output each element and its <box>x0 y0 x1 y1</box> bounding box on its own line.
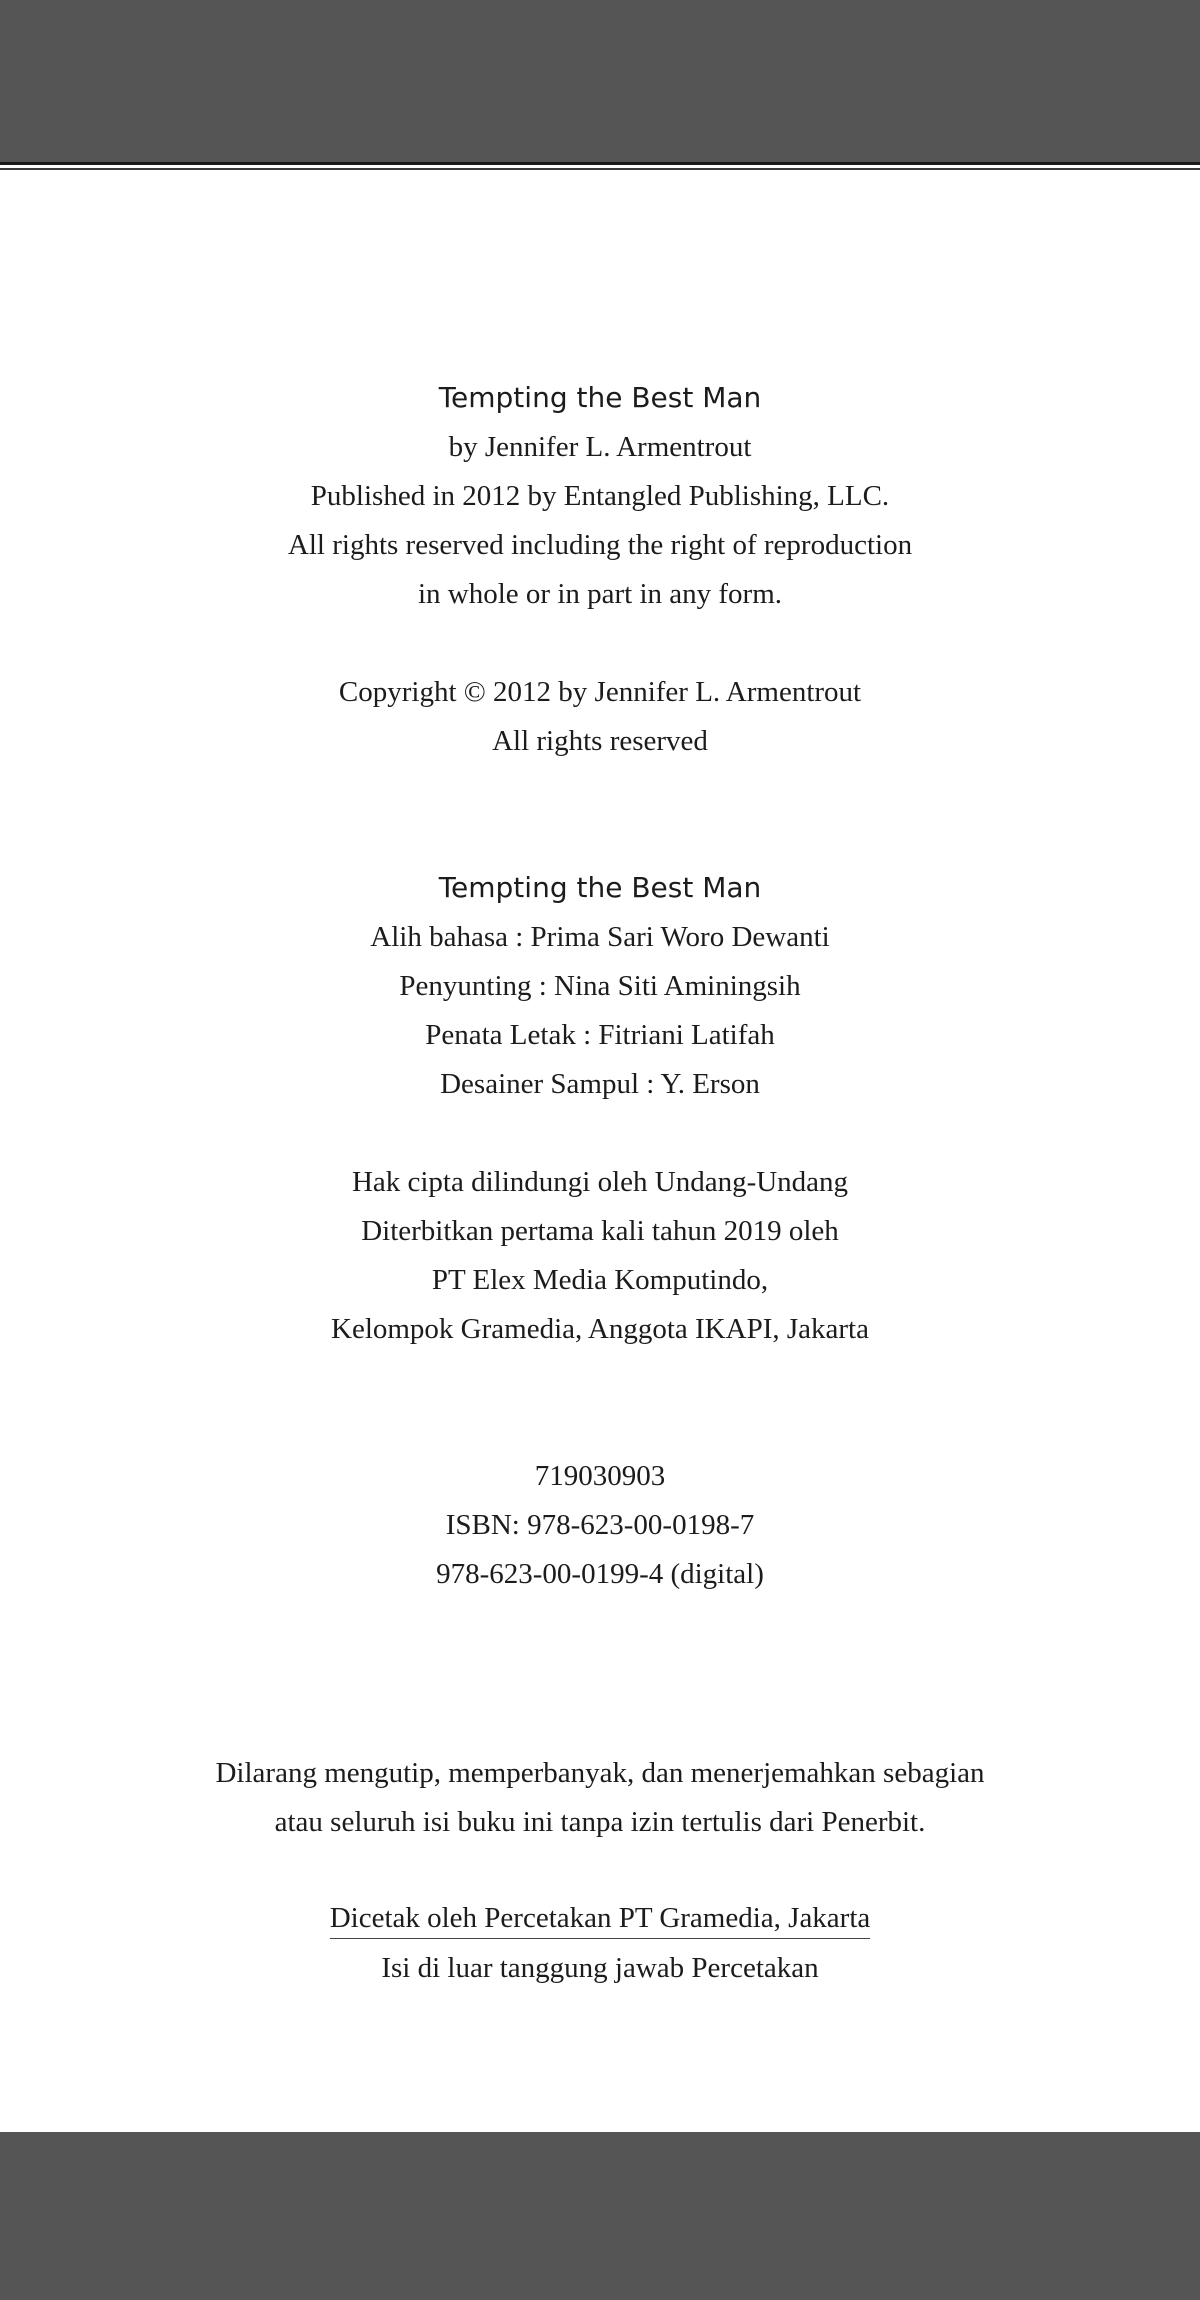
publisher-line-4: Kelompok Gramedia, Anggota IKAPI, Jakarta <box>331 1313 869 1345</box>
printer-disclaimer: Isi di luar tanggung jawab Percetakan <box>381 1952 819 1984</box>
all-rights-line: All rights reserved <box>492 725 708 757</box>
original-author: by Jennifer L. Armentrout <box>448 431 752 463</box>
original-publisher: Published in 2012 by Entangled Publishing, LLC. <box>310 480 890 512</box>
printer-line: Dicetak oleh Percetakan PT Gramedia, Jakarta <box>330 1900 871 1939</box>
rights-line-1: All rights reserved including the right of reproduction <box>287 529 913 561</box>
notice-line-1: Dilarang mengutip, memperbanyak, dan menerjemahkan sebagian <box>215 1757 985 1789</box>
publisher-line-1: Hak cipta dilindungi oleh Undang-Undang <box>351 1166 849 1198</box>
publisher-line-2: Diterbitkan pertama kali tahun 2019 oleh <box>361 1215 839 1247</box>
top-toolbar <box>0 0 1200 165</box>
translator-credit: Alih bahasa : Prima Sari Woro Dewanti <box>370 921 830 953</box>
catalog-code: 719030903 <box>534 1460 666 1492</box>
bottom-toolbar <box>0 2132 1200 2300</box>
rights-line-2: in whole or in part in any form. <box>417 578 783 610</box>
original-title: Tempting the Best Man <box>438 381 762 414</box>
notice-line-2: atau seluruh isi buku ini tanpa izin tertulis dari Penerbit. <box>274 1806 926 1838</box>
layout-credit: Penata Letak : Fitriani Latifah <box>425 1019 775 1051</box>
isbn-digital: 978-623-00-0199-4 (digital) <box>436 1558 764 1590</box>
copyright-line: Copyright © 2012 by Jennifer L. Armentrout <box>338 676 862 708</box>
editor-credit: Penyunting : Nina Siti Aminingsih <box>399 970 801 1002</box>
publisher-line-3: PT Elex Media Komputindo, <box>431 1264 769 1296</box>
printer-line-wrapper <box>0 1898 1200 1939</box>
isbn-print: ISBN: 978-623-00-0198-7 <box>445 1509 755 1541</box>
translation-title: Tempting the Best Man <box>438 871 762 904</box>
cover-designer-credit: Desainer Sampul : Y. Erson <box>440 1068 760 1100</box>
